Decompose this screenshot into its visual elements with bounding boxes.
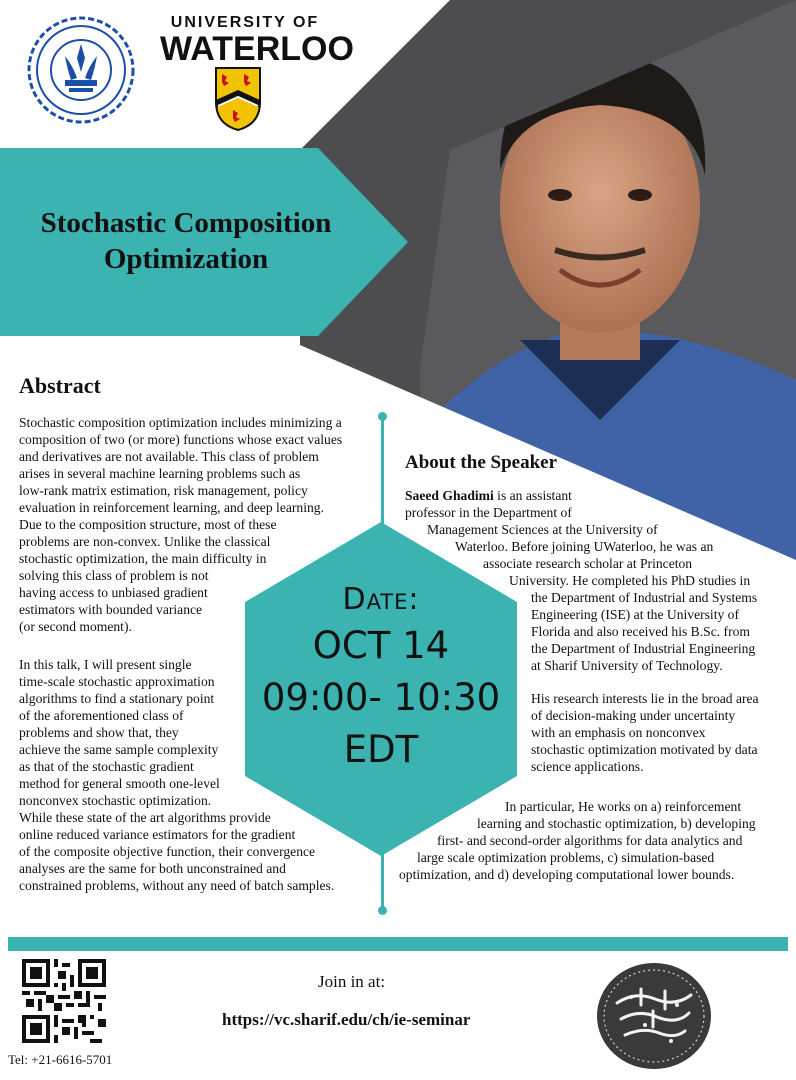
speaker-bio-first-line: is an assistant [493, 488, 572, 503]
speaker-bio-line: associate research scholar at Princeton [483, 556, 693, 571]
abstract-line: estimators with bounded variance [19, 602, 203, 617]
seminar-link[interactable]: https://vc.sharif.edu/ch/ie-seminar [222, 1010, 471, 1029]
event-timezone: EDT [343, 728, 419, 771]
abstract-line: constrained problems, without any need of batch samples. [19, 878, 335, 893]
event-time: 09:00- 10:30 [261, 676, 501, 719]
abstract-line: as that of the stochastic gradient [19, 759, 194, 774]
abstract-line: time-scale stochastic approximation [19, 674, 215, 689]
speaker-research-line: science applications. [531, 759, 644, 774]
event-schedule [245, 580, 517, 776]
waterloo-text: WATERLOO [160, 30, 354, 68]
abstract-line: having access to unbiased gradient [19, 585, 208, 600]
speaker-bio-line: Management Sciences at the University of [427, 522, 658, 537]
abstract-line: achieve the same sample complexity [19, 742, 219, 757]
divider-dot-icon [378, 906, 387, 915]
speaker-research-line: His research interests lie in the broad area [531, 691, 759, 706]
abstract-line: Stochastic composition optimization includes minimizing a [19, 415, 342, 430]
event-title [0, 205, 372, 277]
join-label: Join in at: [318, 972, 386, 991]
divider-dot-icon [378, 412, 387, 421]
speaker-bio-line [405, 487, 777, 504]
speaker-focus-line: large scale optimization problems, c) simulation-based [417, 850, 715, 865]
abstract-line: In this talk, I will present single [19, 657, 192, 672]
speaker-research-line: of decision-making under uncertainty [531, 708, 736, 723]
speaker-research-line: stochastic optimization motivated by data [531, 742, 758, 757]
speaker-bio-line: at Sharif University of Technology. [531, 658, 723, 673]
speaker-name: Saeed Ghadimi [405, 488, 494, 503]
abstract-line: nonconvex stochastic optimization. [19, 793, 212, 808]
speaker-bio-line: the Department of Industrial and Systems [531, 590, 758, 605]
department-seal-logo [595, 961, 713, 1071]
abstract-line: stochastic optimization, the main difficulty in [19, 551, 267, 566]
abstract-line: problems are non-convex. Unlike the classical [19, 534, 271, 549]
speaker-focus-line: learning and stochastic optimization, b) developing [477, 816, 756, 831]
speaker-focus-line: In particular, He works on a) reinforcement [505, 799, 742, 814]
speaker-bio-line: Engineering (ISE) at the University of [531, 607, 740, 622]
event-title-line2: Optimization [103, 243, 269, 275]
event-date: OCT 14 [312, 624, 450, 667]
university-of-text: UNIVERSITY OF [170, 14, 320, 31]
speaker-bio-line: University. He completed his PhD studies in [509, 573, 751, 588]
abstract-line: problems and show that, they [19, 725, 179, 740]
abstract-heading: Abstract [19, 373, 101, 398]
speaker-heading: About the Speaker [405, 452, 558, 473]
abstract-line: composition of two (or more) functions whose exact values [19, 432, 343, 447]
footer-divider-bar [8, 937, 788, 951]
qr-code-icon[interactable] [22, 959, 106, 1043]
event-title-line1: Stochastic Composition [40, 207, 332, 239]
speaker-research-line: with an emphasis on nonconvex [531, 725, 706, 740]
abstract-line: arises in several machine learning problems such as [19, 466, 301, 481]
abstract-line: analyses are the same for both unconstrained and [19, 861, 286, 876]
speaker-focus-line: optimization, and d) developing computational lower bounds. [399, 867, 735, 882]
abstract-line: method for general smooth one-level [19, 776, 220, 791]
speaker-bio-line: Florida and also received his B.Sc. from [531, 624, 750, 639]
abstract-line: online reduced variance estimators for the gradient [19, 827, 296, 842]
abstract-line: While these state of the art algorithms provide [19, 810, 271, 825]
abstract-line: (or second moment). [19, 619, 132, 634]
abstract-line: and derivatives are not available. This class of problem [19, 449, 319, 464]
date-label: Date: [342, 582, 420, 617]
abstract-line: of the aforementioned class of [19, 708, 184, 723]
abstract-line: low-rank matrix estimation, risk management, policy [19, 483, 308, 498]
abstract-line: solving this class of problem is not [19, 568, 209, 583]
speaker-bio-line: the Department of Industrial Engineering [531, 641, 756, 656]
telephone-number: Tel: +21-6616-5701 [8, 1052, 113, 1067]
waterloo-wordmark [160, 14, 354, 68]
abstract-line: algorithms to find a stationary point [19, 691, 215, 706]
speaker-bio-line: Waterloo. Before joining UWaterloo, he was an [455, 539, 714, 554]
abstract-line: evaluation in reinforcement learning, and deep learning. [19, 500, 324, 515]
abstract-line: Due to the composition structure, most of these [19, 517, 277, 532]
speaker-bio-line: professor in the Department of [405, 505, 572, 520]
abstract-line: of the composite objective function, their convergence [19, 844, 316, 859]
sharif-university-logo [25, 8, 137, 138]
waterloo-shield-icon [214, 66, 262, 132]
speaker-focus-line: first- and second-order algorithms for data analytics and [437, 833, 743, 848]
